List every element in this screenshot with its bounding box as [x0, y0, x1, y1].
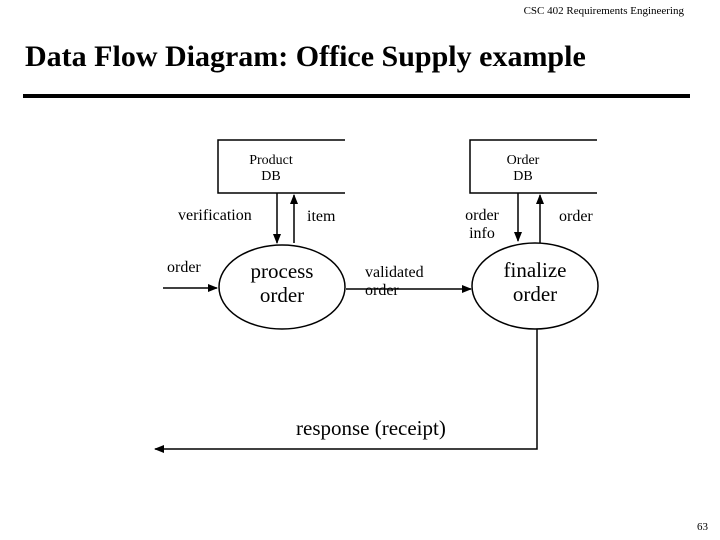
validated-order-flow-label-line2: order: [365, 282, 399, 300]
order-db-label: [495, 153, 551, 185]
validated-order-flow-label-line1: validated: [365, 264, 424, 281]
item-flow-label: item: [307, 208, 336, 225]
order-db-label-line1: Order: [506, 153, 540, 168]
process-order-label: [236, 259, 328, 307]
order-info-flow-label: [462, 207, 502, 244]
response-flow-label: response (receipt): [296, 416, 446, 440]
order-info-flow-label-line2: info: [469, 225, 495, 243]
order-info-flow-label-line1: order: [465, 207, 499, 224]
product-db-label-line2: DB: [261, 169, 281, 185]
product-db-label: [240, 153, 302, 185]
verification-flow-label: verification: [178, 207, 252, 224]
order-input-flow-label: order: [167, 259, 201, 276]
page-number: 63: [697, 521, 708, 533]
slide-title: Data Flow Diagram: Office Supply example: [25, 40, 586, 73]
order-db-label-line2: DB: [513, 169, 533, 185]
validated-order-flow-label: [365, 264, 424, 301]
product-db-label-line1: Product: [249, 153, 293, 168]
finalize-order-label: [487, 258, 583, 306]
finalize-order-label-line2: order: [512, 282, 558, 307]
course-header: CSC 402 Requirements Engineering: [523, 5, 684, 17]
finalize-order-label-line1: finalize: [503, 258, 567, 282]
process-order-label-line2: order: [259, 283, 305, 308]
process-order-label-line1: process: [250, 259, 314, 283]
order-to-db-flow-label: order: [559, 208, 593, 225]
